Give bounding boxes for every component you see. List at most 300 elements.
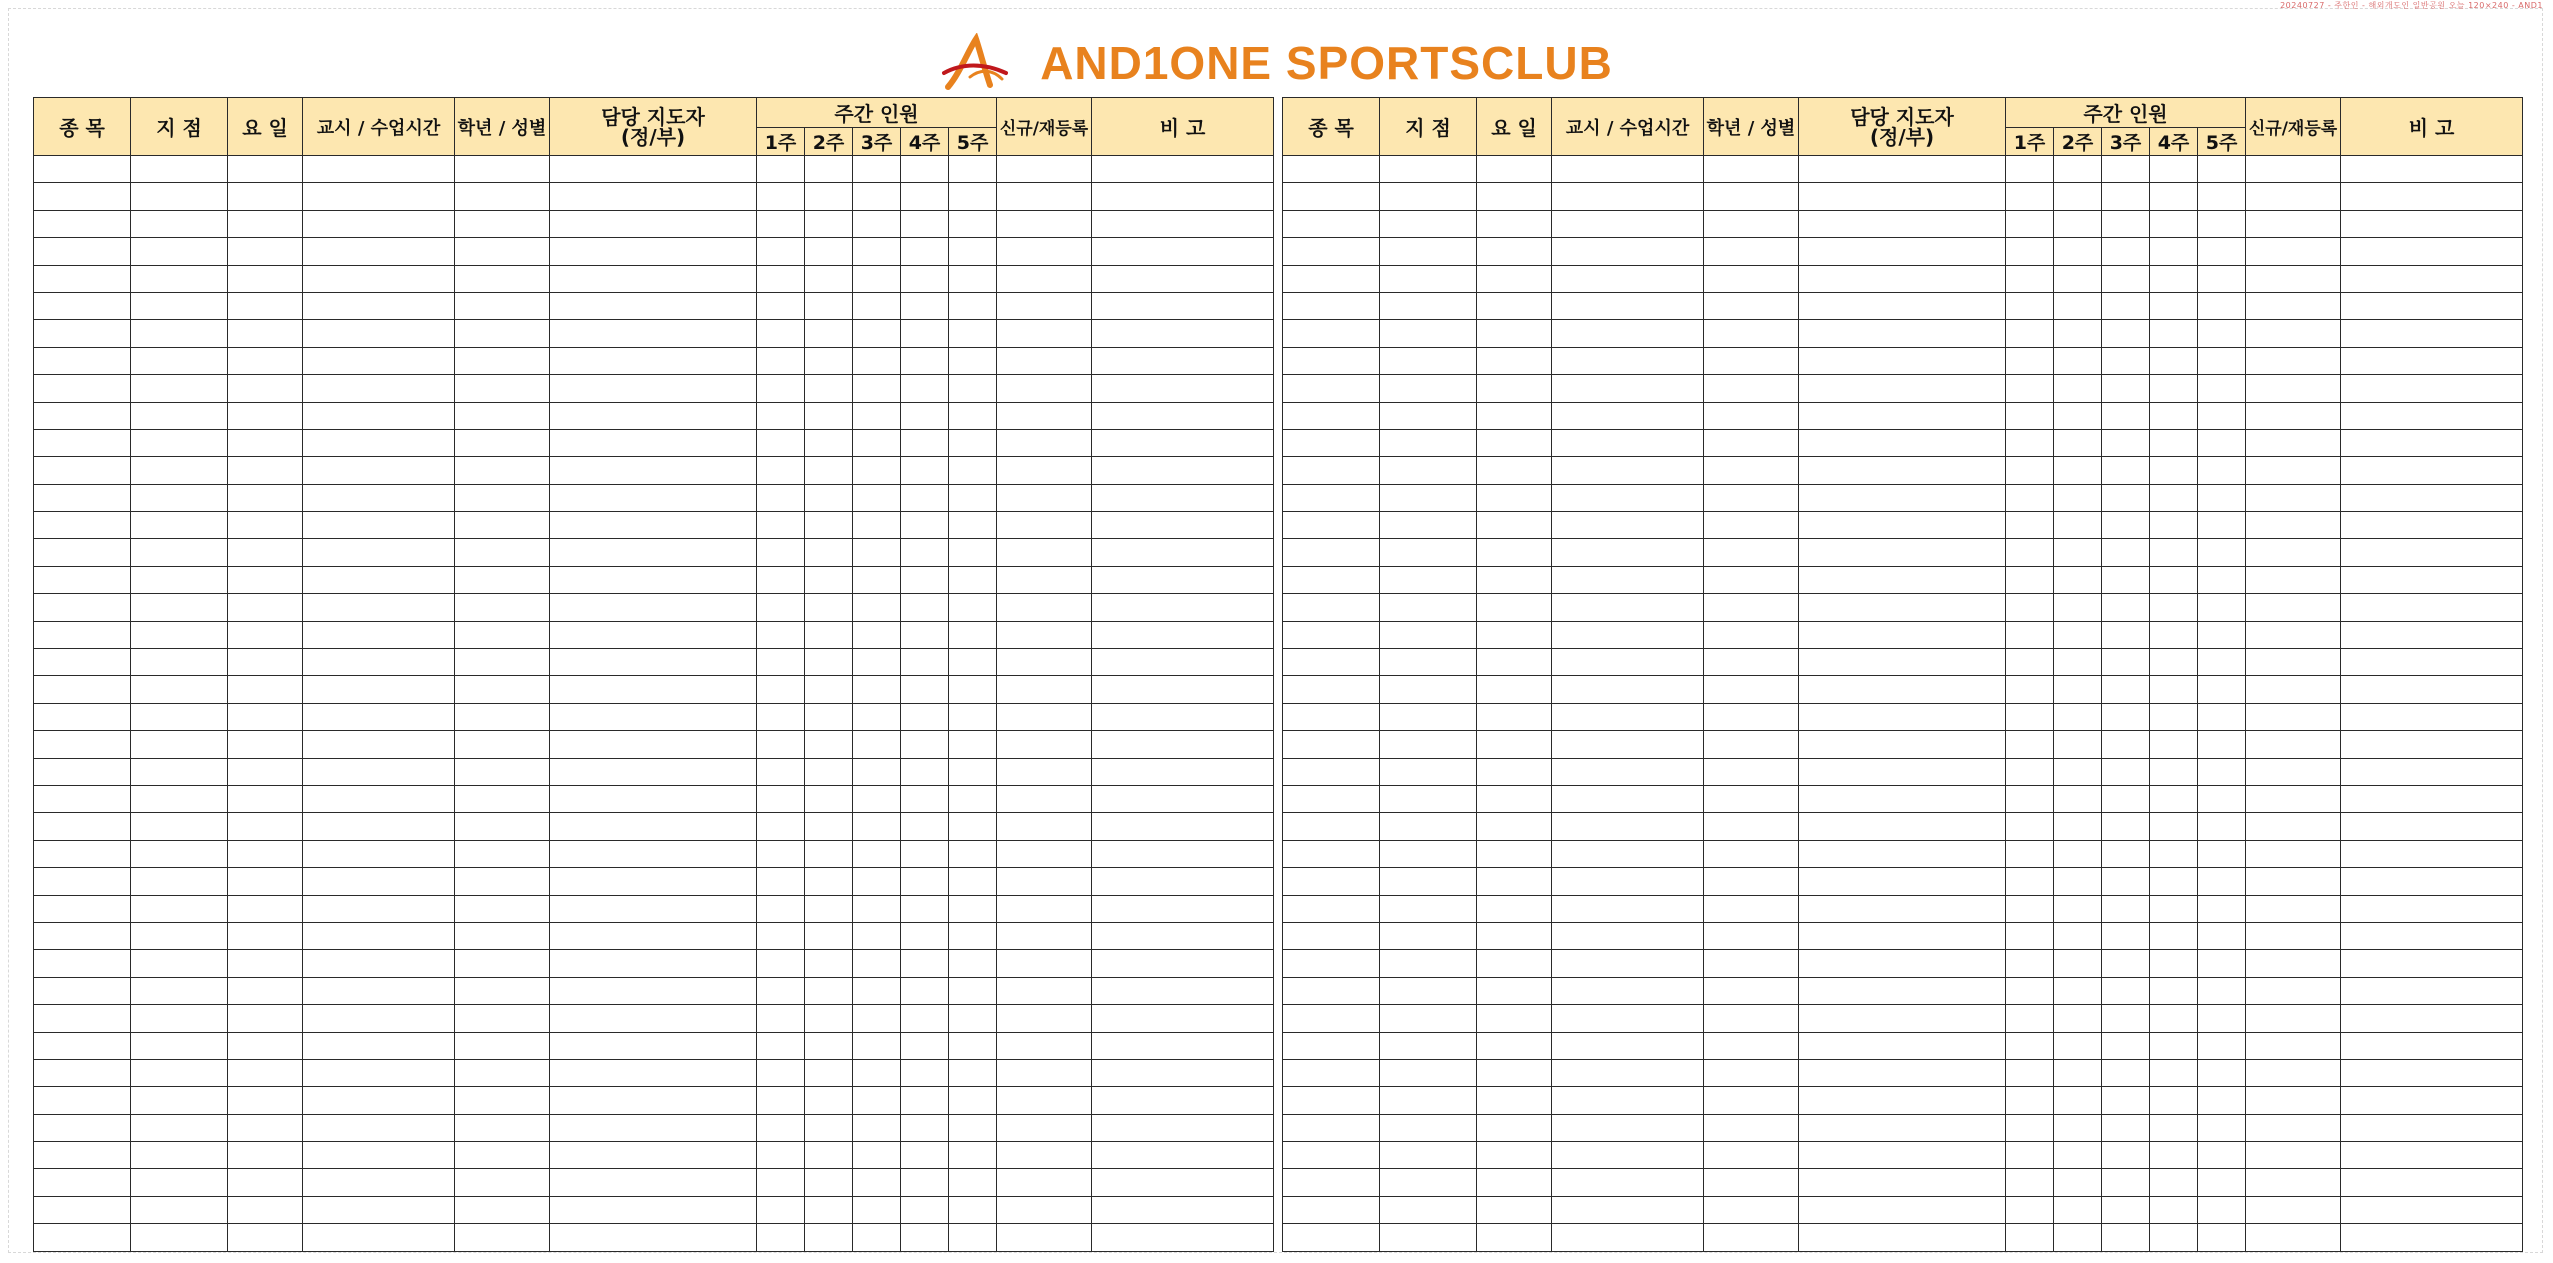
table-cell[interactable] <box>805 1005 853 1032</box>
table-cell[interactable] <box>1283 922 1380 949</box>
table-cell[interactable] <box>1799 429 2006 456</box>
table-cell[interactable] <box>949 1032 997 1059</box>
table-cell[interactable] <box>757 621 805 648</box>
table-cell[interactable] <box>34 813 131 840</box>
table-cell[interactable] <box>1092 566 1274 593</box>
table-cell[interactable] <box>1283 539 1380 566</box>
table-cell[interactable] <box>1799 676 2006 703</box>
table-cell[interactable] <box>1704 320 1799 347</box>
table-cell[interactable] <box>2246 1196 2341 1223</box>
table-cell[interactable] <box>1380 402 1477 429</box>
table-cell[interactable] <box>1704 649 1799 676</box>
table-cell[interactable] <box>2054 402 2102 429</box>
table-cell[interactable] <box>949 320 997 347</box>
table-cell[interactable] <box>1283 731 1380 758</box>
table-cell[interactable] <box>1799 375 2006 402</box>
table-cell[interactable] <box>2246 868 2341 895</box>
table-cell[interactable] <box>550 621 757 648</box>
table-cell[interactable] <box>2150 703 2198 730</box>
table-cell[interactable] <box>2198 840 2246 867</box>
table-cell[interactable] <box>2006 840 2054 867</box>
table-cell[interactable] <box>2102 238 2150 265</box>
table-cell[interactable] <box>2102 292 2150 319</box>
table-cell[interactable] <box>1799 813 2006 840</box>
table-cell[interactable] <box>455 539 550 566</box>
table-cell[interactable] <box>1092 977 1274 1004</box>
table-cell[interactable] <box>2341 1059 2523 1086</box>
table-cell[interactable] <box>901 731 949 758</box>
table-cell[interactable] <box>1283 320 1380 347</box>
table-cell[interactable] <box>757 375 805 402</box>
table-cell[interactable] <box>997 1087 1092 1114</box>
table-cell[interactable] <box>550 1087 757 1114</box>
table-cell[interactable] <box>2198 868 2246 895</box>
table-cell[interactable] <box>949 731 997 758</box>
table-cell[interactable] <box>550 156 757 183</box>
table-cell[interactable] <box>34 210 131 237</box>
table-cell[interactable] <box>131 950 228 977</box>
table-cell[interactable] <box>1552 922 1704 949</box>
table-cell[interactable] <box>1380 1059 1477 1086</box>
table-cell[interactable] <box>757 292 805 319</box>
table-cell[interactable] <box>455 950 550 977</box>
table-cell[interactable] <box>131 813 228 840</box>
table-cell[interactable] <box>34 292 131 319</box>
table-cell[interactable] <box>2341 265 2523 292</box>
table-cell[interactable] <box>2198 566 2246 593</box>
table-cell[interactable] <box>1477 703 1552 730</box>
table-cell[interactable] <box>2006 512 2054 539</box>
table-cell[interactable] <box>550 512 757 539</box>
table-cell[interactable] <box>901 950 949 977</box>
table-cell[interactable] <box>2054 758 2102 785</box>
table-cell[interactable] <box>303 375 455 402</box>
table-cell[interactable] <box>1552 566 1704 593</box>
table-cell[interactable] <box>2054 813 2102 840</box>
table-cell[interactable] <box>2006 292 2054 319</box>
table-cell[interactable] <box>1552 210 1704 237</box>
table-cell[interactable] <box>34 183 131 210</box>
table-cell[interactable] <box>550 539 757 566</box>
table-cell[interactable] <box>1283 1224 1380 1251</box>
table-cell[interactable] <box>455 1114 550 1141</box>
table-cell[interactable] <box>853 1169 901 1196</box>
table-cell[interactable] <box>901 320 949 347</box>
table-cell[interactable] <box>131 1114 228 1141</box>
table-cell[interactable] <box>228 347 303 374</box>
table-cell[interactable] <box>1092 1032 1274 1059</box>
table-cell[interactable] <box>550 1169 757 1196</box>
table-cell[interactable] <box>131 292 228 319</box>
table-cell[interactable] <box>550 594 757 621</box>
table-cell[interactable] <box>2246 1087 2341 1114</box>
table-cell[interactable] <box>303 1114 455 1141</box>
table-cell[interactable] <box>1477 566 1552 593</box>
table-cell[interactable] <box>1283 156 1380 183</box>
table-cell[interactable] <box>34 1169 131 1196</box>
table-cell[interactable] <box>455 457 550 484</box>
table-cell[interactable] <box>1799 594 2006 621</box>
table-cell[interactable] <box>2341 183 2523 210</box>
table-cell[interactable] <box>2054 950 2102 977</box>
table-cell[interactable] <box>949 758 997 785</box>
table-cell[interactable] <box>1283 265 1380 292</box>
table-cell[interactable] <box>2054 429 2102 456</box>
table-cell[interactable] <box>757 484 805 511</box>
table-cell[interactable] <box>131 703 228 730</box>
table-cell[interactable] <box>2054 320 2102 347</box>
table-cell[interactable] <box>131 156 228 183</box>
table-cell[interactable] <box>1552 347 1704 374</box>
table-cell[interactable] <box>2054 1114 2102 1141</box>
table-cell[interactable] <box>455 731 550 758</box>
table-cell[interactable] <box>949 375 997 402</box>
table-cell[interactable] <box>2054 457 2102 484</box>
table-cell[interactable] <box>1283 457 1380 484</box>
table-cell[interactable] <box>757 320 805 347</box>
table-cell[interactable] <box>228 703 303 730</box>
table-cell[interactable] <box>2054 1169 2102 1196</box>
table-cell[interactable] <box>2102 922 2150 949</box>
table-cell[interactable] <box>805 621 853 648</box>
table-cell[interactable] <box>997 1142 1092 1169</box>
table-cell[interactable] <box>901 183 949 210</box>
table-cell[interactable] <box>550 703 757 730</box>
table-cell[interactable] <box>2198 512 2246 539</box>
table-cell[interactable] <box>1380 840 1477 867</box>
table-cell[interactable] <box>1477 922 1552 949</box>
table-cell[interactable] <box>1704 457 1799 484</box>
table-cell[interactable] <box>1477 238 1552 265</box>
table-cell[interactable] <box>2150 840 2198 867</box>
table-cell[interactable] <box>1799 703 2006 730</box>
table-cell[interactable] <box>997 429 1092 456</box>
table-cell[interactable] <box>2102 1114 2150 1141</box>
table-cell[interactable] <box>550 484 757 511</box>
table-cell[interactable] <box>1380 429 1477 456</box>
table-cell[interactable] <box>228 922 303 949</box>
table-cell[interactable] <box>2341 1169 2523 1196</box>
table-cell[interactable] <box>757 1059 805 1086</box>
table-cell[interactable] <box>853 621 901 648</box>
table-cell[interactable] <box>757 238 805 265</box>
table-cell[interactable] <box>1477 1224 1552 1251</box>
table-cell[interactable] <box>2006 1059 2054 1086</box>
table-cell[interactable] <box>228 1059 303 1086</box>
table-cell[interactable] <box>2341 292 2523 319</box>
table-cell[interactable] <box>1380 457 1477 484</box>
table-cell[interactable] <box>303 785 455 812</box>
table-cell[interactable] <box>455 621 550 648</box>
table-cell[interactable] <box>805 292 853 319</box>
table-cell[interactable] <box>455 703 550 730</box>
table-cell[interactable] <box>2246 1059 2341 1086</box>
table-cell[interactable] <box>2102 731 2150 758</box>
table-cell[interactable] <box>949 813 997 840</box>
table-cell[interactable] <box>34 649 131 676</box>
table-cell[interactable] <box>303 484 455 511</box>
table-cell[interactable] <box>2054 1059 2102 1086</box>
table-cell[interactable] <box>455 238 550 265</box>
table-cell[interactable] <box>550 840 757 867</box>
table-cell[interactable] <box>34 785 131 812</box>
table-cell[interactable] <box>2102 1059 2150 1086</box>
table-cell[interactable] <box>997 1032 1092 1059</box>
table-cell[interactable] <box>1092 183 1274 210</box>
table-cell[interactable] <box>2150 1169 2198 1196</box>
table-cell[interactable] <box>1380 1196 1477 1223</box>
table-cell[interactable] <box>901 238 949 265</box>
table-cell[interactable] <box>1092 785 1274 812</box>
table-cell[interactable] <box>901 758 949 785</box>
table-cell[interactable] <box>1092 840 1274 867</box>
table-cell[interactable] <box>1283 238 1380 265</box>
table-cell[interactable] <box>997 922 1092 949</box>
table-cell[interactable] <box>131 1032 228 1059</box>
table-cell[interactable] <box>131 566 228 593</box>
table-cell[interactable] <box>34 868 131 895</box>
table-cell[interactable] <box>853 457 901 484</box>
table-cell[interactable] <box>757 1142 805 1169</box>
table-cell[interactable] <box>550 676 757 703</box>
table-cell[interactable] <box>2246 1224 2341 1251</box>
table-cell[interactable] <box>2246 238 2341 265</box>
table-cell[interactable] <box>303 676 455 703</box>
table-cell[interactable] <box>949 292 997 319</box>
table-cell[interactable] <box>901 1142 949 1169</box>
table-cell[interactable] <box>303 731 455 758</box>
table-cell[interactable] <box>901 156 949 183</box>
table-cell[interactable] <box>2341 813 2523 840</box>
table-cell[interactable] <box>303 566 455 593</box>
table-cell[interactable] <box>949 265 997 292</box>
table-cell[interactable] <box>997 785 1092 812</box>
table-cell[interactable] <box>455 895 550 922</box>
table-cell[interactable] <box>1283 977 1380 1004</box>
table-cell[interactable] <box>997 594 1092 621</box>
table-cell[interactable] <box>997 375 1092 402</box>
table-cell[interactable] <box>2150 1059 2198 1086</box>
table-cell[interactable] <box>757 703 805 730</box>
table-cell[interactable] <box>1552 292 1704 319</box>
table-cell[interactable] <box>949 484 997 511</box>
table-cell[interactable] <box>949 1114 997 1141</box>
table-cell[interactable] <box>2006 457 2054 484</box>
table-cell[interactable] <box>997 1196 1092 1223</box>
table-cell[interactable] <box>853 265 901 292</box>
table-cell[interactable] <box>455 210 550 237</box>
table-cell[interactable] <box>2006 977 2054 1004</box>
table-cell[interactable] <box>1704 703 1799 730</box>
table-cell[interactable] <box>1283 429 1380 456</box>
table-cell[interactable] <box>901 1059 949 1086</box>
table-cell[interactable] <box>2054 484 2102 511</box>
table-cell[interactable] <box>805 1142 853 1169</box>
table-cell[interactable] <box>228 813 303 840</box>
table-cell[interactable] <box>853 210 901 237</box>
table-cell[interactable] <box>2102 429 2150 456</box>
table-cell[interactable] <box>34 1005 131 1032</box>
table-cell[interactable] <box>131 1087 228 1114</box>
table-cell[interactable] <box>228 868 303 895</box>
table-cell[interactable] <box>949 402 997 429</box>
table-cell[interactable] <box>2246 183 2341 210</box>
table-cell[interactable] <box>1799 402 2006 429</box>
table-cell[interactable] <box>34 621 131 648</box>
table-cell[interactable] <box>2102 594 2150 621</box>
table-cell[interactable] <box>1092 895 1274 922</box>
table-cell[interactable] <box>131 621 228 648</box>
table-cell[interactable] <box>1092 813 1274 840</box>
table-cell[interactable] <box>455 840 550 867</box>
table-cell[interactable] <box>853 1032 901 1059</box>
table-cell[interactable] <box>2341 402 2523 429</box>
table-cell[interactable] <box>1552 950 1704 977</box>
table-cell[interactable] <box>1552 1142 1704 1169</box>
table-cell[interactable] <box>550 1224 757 1251</box>
table-cell[interactable] <box>2102 977 2150 1004</box>
table-cell[interactable] <box>853 484 901 511</box>
table-cell[interactable] <box>901 621 949 648</box>
table-cell[interactable] <box>131 265 228 292</box>
table-cell[interactable] <box>853 375 901 402</box>
table-cell[interactable] <box>2006 703 2054 730</box>
table-cell[interactable] <box>2102 676 2150 703</box>
table-cell[interactable] <box>2150 868 2198 895</box>
table-cell[interactable] <box>853 292 901 319</box>
table-cell[interactable] <box>131 676 228 703</box>
table-cell[interactable] <box>1283 1142 1380 1169</box>
table-cell[interactable] <box>131 539 228 566</box>
table-cell[interactable] <box>550 265 757 292</box>
table-cell[interactable] <box>2341 649 2523 676</box>
table-cell[interactable] <box>2246 375 2341 402</box>
table-cell[interactable] <box>550 320 757 347</box>
table-cell[interactable] <box>2054 566 2102 593</box>
table-cell[interactable] <box>2054 539 2102 566</box>
table-cell[interactable] <box>228 210 303 237</box>
table-cell[interactable] <box>757 840 805 867</box>
table-cell[interactable] <box>131 758 228 785</box>
table-cell[interactable] <box>757 977 805 1004</box>
table-cell[interactable] <box>805 457 853 484</box>
table-cell[interactable] <box>853 402 901 429</box>
table-cell[interactable] <box>34 265 131 292</box>
table-cell[interactable] <box>949 347 997 374</box>
table-cell[interactable] <box>2102 1224 2150 1251</box>
table-cell[interactable] <box>901 840 949 867</box>
table-cell[interactable] <box>2150 375 2198 402</box>
table-cell[interactable] <box>2198 676 2246 703</box>
table-cell[interactable] <box>2054 594 2102 621</box>
table-cell[interactable] <box>1552 1005 1704 1032</box>
table-cell[interactable] <box>997 1169 1092 1196</box>
table-cell[interactable] <box>1704 840 1799 867</box>
table-cell[interactable] <box>1704 429 1799 456</box>
table-cell[interactable] <box>1552 457 1704 484</box>
table-cell[interactable] <box>2341 731 2523 758</box>
table-cell[interactable] <box>1552 1224 1704 1251</box>
table-cell[interactable] <box>2246 731 2341 758</box>
table-cell[interactable] <box>2246 594 2341 621</box>
table-cell[interactable] <box>757 813 805 840</box>
table-cell[interactable] <box>2054 265 2102 292</box>
table-cell[interactable] <box>2246 703 2341 730</box>
table-cell[interactable] <box>550 210 757 237</box>
table-cell[interactable] <box>2102 1169 2150 1196</box>
table-cell[interactable] <box>303 868 455 895</box>
table-cell[interactable] <box>2102 758 2150 785</box>
table-cell[interactable] <box>2102 1005 2150 1032</box>
table-cell[interactable] <box>228 156 303 183</box>
table-cell[interactable] <box>997 566 1092 593</box>
table-cell[interactable] <box>455 1032 550 1059</box>
table-cell[interactable] <box>2102 813 2150 840</box>
table-cell[interactable] <box>1092 1059 1274 1086</box>
table-cell[interactable] <box>1283 621 1380 648</box>
table-cell[interactable] <box>949 676 997 703</box>
table-cell[interactable] <box>34 238 131 265</box>
table-cell[interactable] <box>131 922 228 949</box>
table-cell[interactable] <box>1092 703 1274 730</box>
table-cell[interactable] <box>2150 676 2198 703</box>
table-cell[interactable] <box>2102 785 2150 812</box>
table-cell[interactable] <box>757 785 805 812</box>
table-cell[interactable] <box>757 402 805 429</box>
table-cell[interactable] <box>1552 238 1704 265</box>
table-cell[interactable] <box>2006 594 2054 621</box>
table-cell[interactable] <box>34 950 131 977</box>
table-cell[interactable] <box>228 1032 303 1059</box>
table-cell[interactable] <box>997 183 1092 210</box>
table-cell[interactable] <box>34 676 131 703</box>
table-cell[interactable] <box>1552 758 1704 785</box>
table-cell[interactable] <box>1704 922 1799 949</box>
table-cell[interactable] <box>997 813 1092 840</box>
table-cell[interactable] <box>1380 183 1477 210</box>
table-cell[interactable] <box>2246 320 2341 347</box>
table-cell[interactable] <box>550 950 757 977</box>
table-cell[interactable] <box>1092 758 1274 785</box>
table-cell[interactable] <box>1552 895 1704 922</box>
table-cell[interactable] <box>901 895 949 922</box>
table-cell[interactable] <box>757 922 805 949</box>
table-cell[interactable] <box>455 977 550 1004</box>
table-cell[interactable] <box>997 238 1092 265</box>
table-cell[interactable] <box>455 484 550 511</box>
table-cell[interactable] <box>34 1196 131 1223</box>
table-cell[interactable] <box>1477 676 1552 703</box>
table-cell[interactable] <box>1477 785 1552 812</box>
table-cell[interactable] <box>805 840 853 867</box>
table-cell[interactable] <box>2102 484 2150 511</box>
table-cell[interactable] <box>805 210 853 237</box>
table-cell[interactable] <box>228 512 303 539</box>
table-cell[interactable] <box>1477 731 1552 758</box>
table-cell[interactable] <box>1477 512 1552 539</box>
table-cell[interactable] <box>2246 840 2341 867</box>
table-cell[interactable] <box>1477 347 1552 374</box>
table-cell[interactable] <box>901 785 949 812</box>
table-cell[interactable] <box>303 922 455 949</box>
table-cell[interactable] <box>2054 649 2102 676</box>
table-cell[interactable] <box>853 676 901 703</box>
table-cell[interactable] <box>2006 484 2054 511</box>
table-cell[interactable] <box>455 183 550 210</box>
table-cell[interactable] <box>1552 512 1704 539</box>
table-cell[interactable] <box>1380 156 1477 183</box>
table-cell[interactable] <box>2198 1196 2246 1223</box>
